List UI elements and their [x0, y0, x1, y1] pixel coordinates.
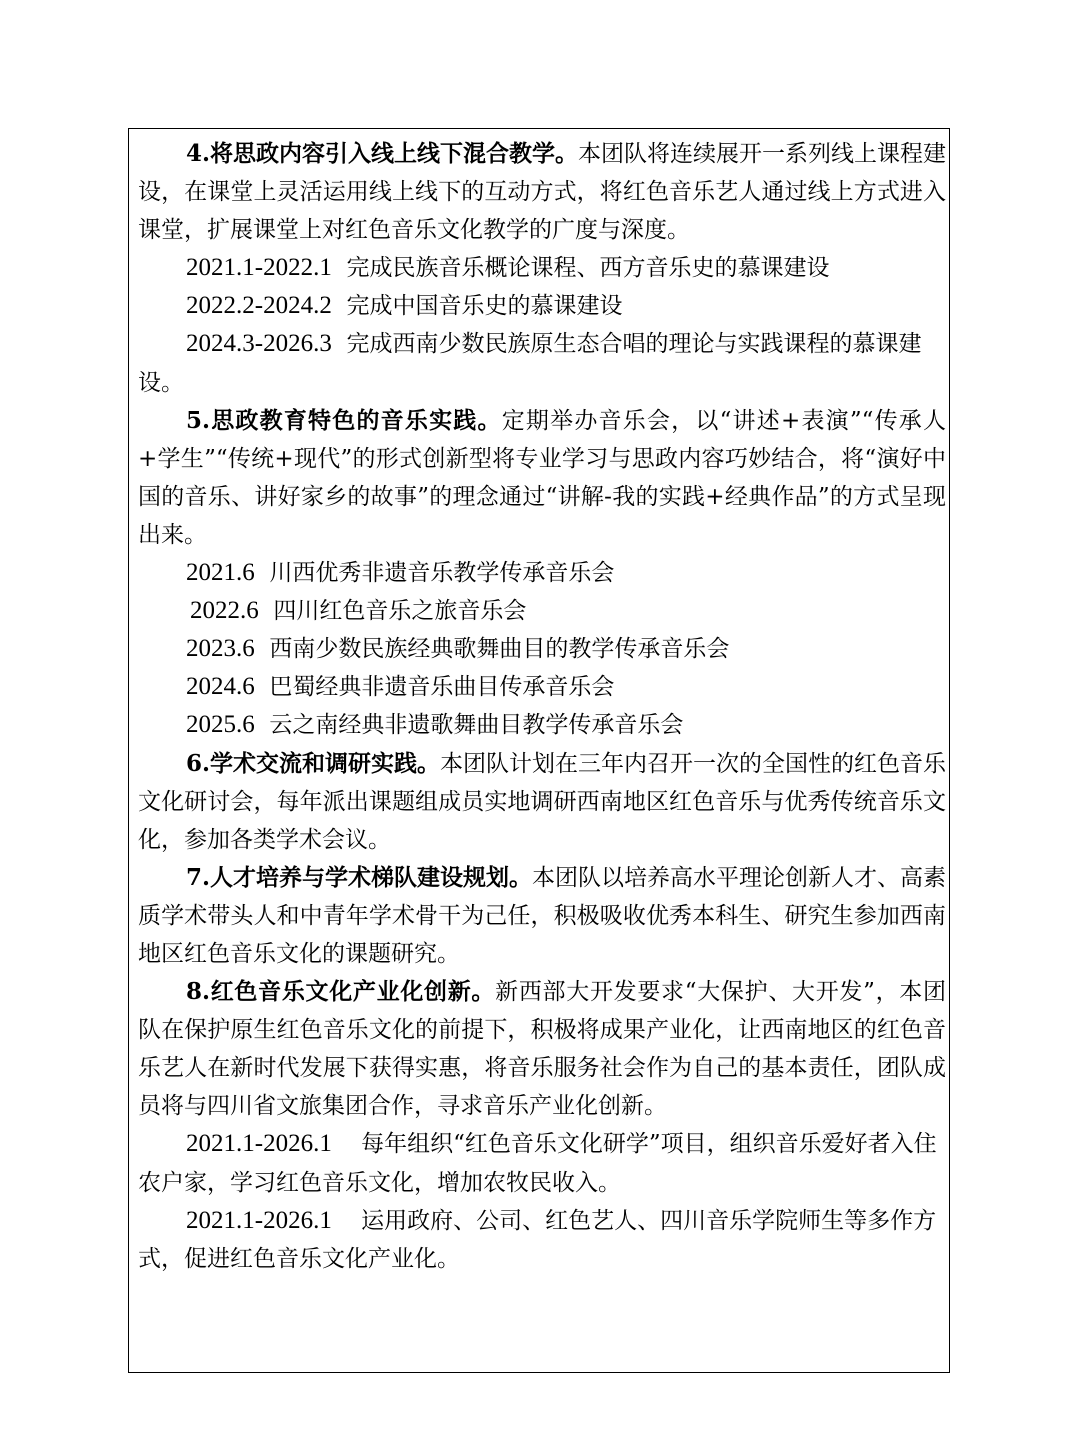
section-7-paragraph: [138, 859, 946, 973]
section-5-text: 定期举办音乐会，以“讲述+表演”“传承人+学生”“传统+现代”的形式创新型将专业学习与思政内容巧妙结合，将“演好中国的音乐、讲好家乡的故事”的理念通过“讲解-我的实践+经典作品”的方式呈现出来。: [138, 407, 947, 548]
list-item: [138, 287, 946, 325]
list-item: [138, 668, 946, 706]
item-date: 2021.1-2022.1: [186, 254, 332, 282]
item-date: 2022.2-2024.2: [186, 292, 332, 320]
item-date: 2022.6: [190, 597, 259, 625]
list-item: [138, 1125, 946, 1201]
item-date: 2025.6: [186, 711, 255, 739]
section-4-heading: 4.将思政内容引入线上线下混合教学。: [186, 140, 579, 167]
section-6-text: 本团队计划在三年内召开一次的全国性的红色音乐文化研讨会，每年派出课题组成员实地调研西南地区红色音乐与优秀传统音乐文化，参加各类学术会议。: [138, 750, 947, 853]
list-item: [138, 249, 946, 287]
document-body: [138, 135, 946, 1278]
section-7-heading: 7.人才培养与学术梯队建设规划。: [186, 863, 533, 891]
item-text: 运用政府、公司、红色艺人、四川音乐学院师生等多作方式，促进红色音乐文化产业化。: [138, 1207, 937, 1272]
section-5-paragraph: [138, 402, 946, 554]
item-date: 2021.6: [186, 559, 255, 587]
item-text: 西南少数民族经典歌舞曲目的教学传承音乐会: [269, 636, 730, 663]
item-text: 完成中国音乐史的慕课建设: [346, 293, 623, 320]
section-8-text: 新西部大开发要求“大保护、大开发”，本团队在保护原生红色音乐文化的前提下，积极将成果产业化，让西南地区的红色音乐艺人在新时代发展下获得实惠，将音乐服务社会作为自己的基本责任，团队成员将与四川省文旅集团合作，寻求音乐产业化创新。: [138, 979, 946, 1120]
item-text: 完成西南少数民族原生态合唱的理论与实践课程的慕课建设。: [138, 331, 922, 396]
section-4-text: 本团队将连续展开一系列线上课程建设，在课堂上灵活运用线上线下的互动方式，将红色音乐艺人通过线上方式进入课堂，扩展课堂上对红色音乐文化教学的广度与深度。: [138, 141, 947, 244]
item-date: 2021.1-2026.1: [186, 1130, 332, 1158]
item-text: 云之南经典非遗歌舞曲目教学传承音乐会: [269, 712, 684, 739]
list-item: [138, 630, 946, 668]
section-5-heading: 5.思政教育特色的音乐实践。: [186, 406, 502, 434]
item-date: 2024.3-2026.3: [186, 330, 332, 358]
section-4-paragraph: [138, 135, 946, 249]
list-item: [138, 1202, 946, 1278]
list-item: [138, 592, 946, 630]
item-date: 2024.6: [186, 673, 255, 701]
item-date: 2021.1-2026.1: [186, 1206, 332, 1234]
section-6-paragraph: [138, 745, 946, 859]
section-8-paragraph: [138, 973, 946, 1125]
list-item: [138, 325, 946, 401]
item-text: 四川红色音乐之旅音乐会: [273, 598, 527, 625]
section-7-text: 本团队以培养高水平理论创新人才、高素质学术带头人和中青年学术骨干为己任，积极吸收优秀本科生、研究生参加西南地区红色音乐文化的课题研究。: [138, 864, 947, 967]
list-item: [138, 554, 946, 592]
item-text: 川西优秀非遗音乐教学传承音乐会: [269, 560, 615, 587]
item-text: 完成民族音乐概论课程、西方音乐史的慕课建设: [346, 255, 830, 282]
item-text: 每年组织“红色音乐文化研学”项目，组织音乐爱好者入住农户家，学习红色音乐文化，增加农牧民收入。: [138, 1131, 937, 1196]
section-6-heading: 6.学术交流和调研实践。: [186, 749, 441, 777]
section-8-heading: 8.红色音乐文化产业化创新。: [186, 978, 496, 1006]
item-text: 巴蜀经典非遗音乐曲目传承音乐会: [269, 674, 615, 701]
list-item: [138, 706, 946, 744]
item-date: 2023.6: [186, 635, 255, 663]
